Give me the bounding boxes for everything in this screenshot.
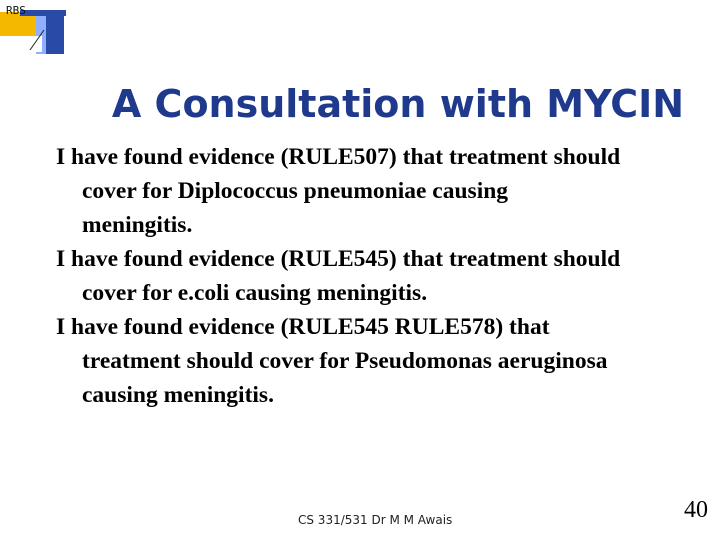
slide-footer: CS 331/531 Dr M M Awais	[298, 513, 453, 527]
body-line: cover for Diplococcus pneumoniae causing	[82, 178, 509, 204]
slide-logo	[0, 0, 72, 58]
page-number: 40	[684, 497, 708, 523]
body-line: I have found evidence (RULE507) that treatment should	[56, 144, 621, 170]
body-line: treatment should cover for Pseudomonas aeruginosa	[82, 348, 608, 374]
body-line: I have found evidence (RULE545) that treatment should	[56, 246, 621, 272]
body-line: meningitis.	[82, 212, 193, 238]
body-line: causing meningitis.	[82, 382, 274, 408]
body-line: I have found evidence (RULE545 RULE578) that	[56, 314, 550, 340]
slide-body	[56, 140, 720, 412]
logo-text: RBS	[6, 4, 26, 17]
slide-title: A Consultation with MYCIN	[111, 82, 685, 126]
body-line: cover for e.coli causing meningitis.	[82, 280, 428, 306]
